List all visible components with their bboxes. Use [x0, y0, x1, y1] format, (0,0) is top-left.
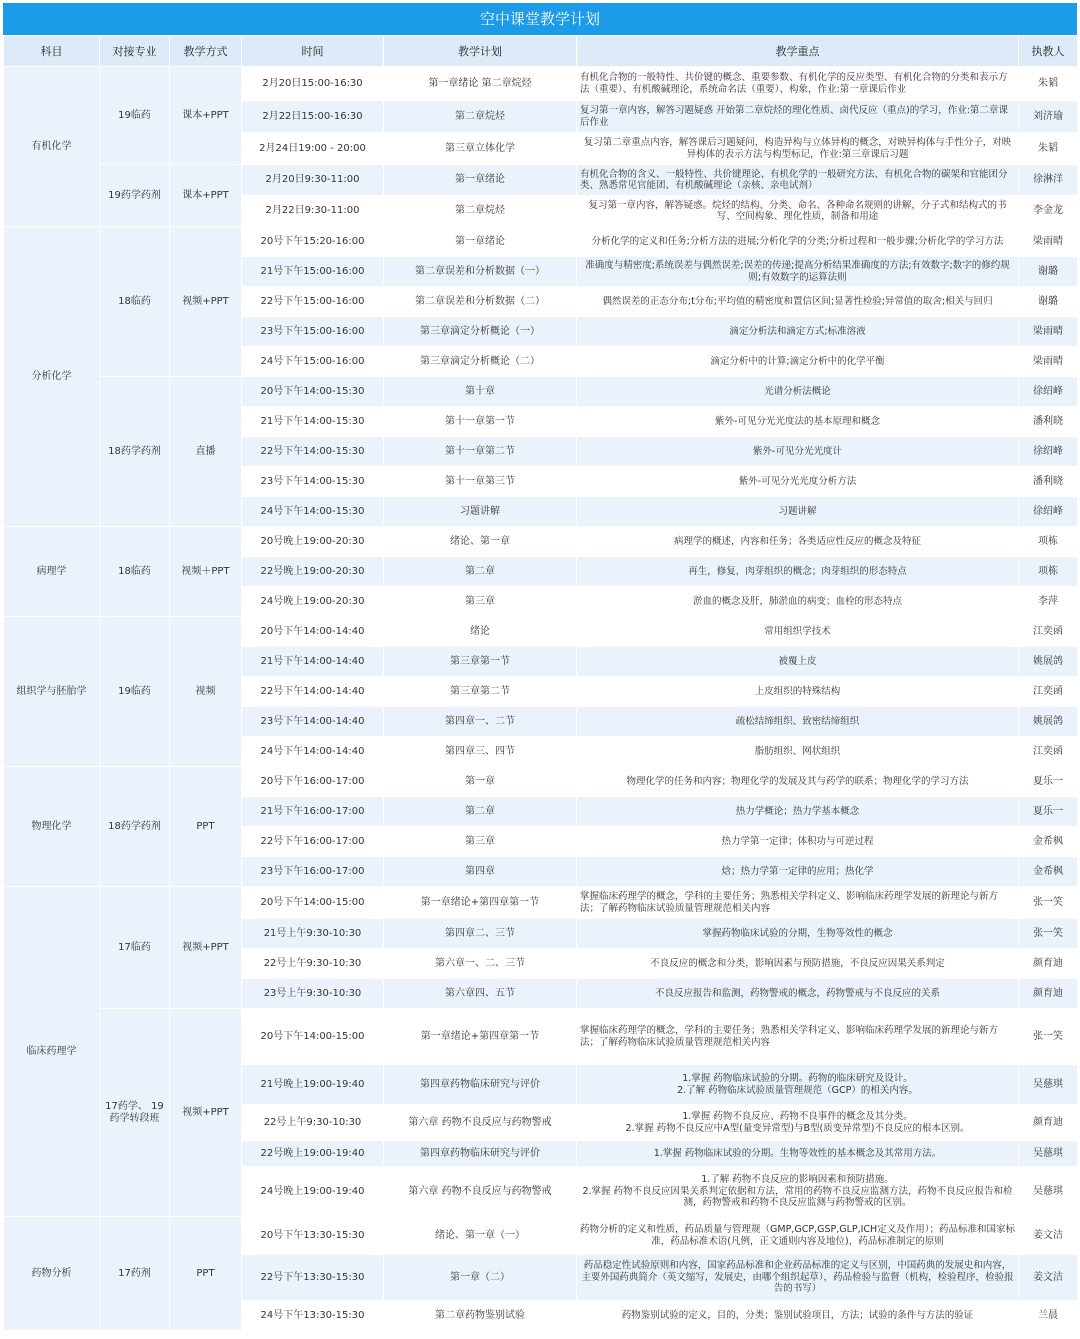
plan-cell: 第一章绪论 第二章烷烃: [384, 67, 577, 101]
focus-cell: 掌握药物临床试验的分期，生物等效性的概念: [577, 919, 1019, 949]
time-cell: 2月22日9:30-11:00: [242, 196, 384, 227]
table-row: [4, 527, 1078, 557]
focus-cell: 不良反应报告和监测，药物警戒的概念，药物警戒与不良反应的关系: [577, 979, 1019, 1009]
plan-cell: 第二章: [384, 557, 577, 587]
focus-cell: 紫外-可见分光光度分析方法: [577, 467, 1019, 497]
time-cell: 22号晚上19:00-20:30: [242, 557, 384, 587]
plan-cell: 第四章药物临床研究与评价: [384, 1065, 577, 1105]
focus-cell: 1.掌握 药物不良反应、药物不良事件的概念及其分类。 2.掌握 药物不良反应中A型(量变异常型)与B型(质变异常型)不良反应的根本区别。: [577, 1105, 1019, 1141]
teacher-cell: 姜文洁: [1019, 1217, 1078, 1255]
method-cell: 课本+PPT: [170, 165, 242, 227]
plan-cell: 第三章: [384, 587, 577, 617]
time-cell: 21号下午15:00-16:00: [242, 257, 384, 287]
table-row: [4, 1009, 1078, 1065]
teacher-cell: 金希枫: [1019, 857, 1078, 887]
focus-cell: 不良反应的概念和分类，影响因素与预防措施，不良反应因果关系判定: [577, 949, 1019, 979]
teacher-cell: 颜育迪: [1019, 1105, 1078, 1141]
time-cell: 20号晚上19:00-20:30: [242, 527, 384, 557]
time-cell: 22号上午9:30-10:30: [242, 1105, 384, 1141]
focus-cell: 常用组织学技术: [577, 617, 1019, 647]
table-row: [4, 165, 1078, 196]
time-cell: 24号晚上19:00-20:30: [242, 587, 384, 617]
teaching-plan-container: [3, 3, 1077, 1331]
teacher-cell: 梁雨晴: [1019, 227, 1078, 257]
plan-cell: 第一章绪论+第四章第一节: [384, 1009, 577, 1065]
teacher-cell: 江奕函: [1019, 617, 1078, 647]
teacher-cell: 项栋: [1019, 527, 1078, 557]
focus-cell: 再生，修复，肉芽组织的概念；肉芽组织的形态特点: [577, 557, 1019, 587]
time-cell: 23号下午16:00-17:00: [242, 857, 384, 887]
focus-cell: 1.掌握 药物临床试验的分期。药物的临床研究及设计。 2.了解 药物临床试验质量管理规范（GCP）的相关内容。: [577, 1065, 1019, 1105]
teacher-cell: 江奕函: [1019, 737, 1078, 767]
method-cell: PPT: [170, 767, 242, 887]
teacher-cell: 吴慈琪: [1019, 1141, 1078, 1167]
plan-cell: 第二章: [384, 797, 577, 827]
focus-cell: 分析化学的定义和任务;分析方法的进展;分析化学的分类;分析过程和一般步骤;分析化学的学习方法: [577, 227, 1019, 257]
focus-cell: 准确度与精密度;系统误差与偶然误差;误差的传递;提高分析结果准确度的方法;有效数字;数字的修约规则;有效数字的运算法则: [577, 257, 1019, 287]
header-cell: 教学方式: [170, 36, 242, 67]
method-cell: PPT: [170, 1217, 242, 1331]
teacher-cell: 梁雨晴: [1019, 317, 1078, 347]
time-cell: 20号下午13:30-15:30: [242, 1217, 384, 1255]
teacher-cell: 谢璐: [1019, 257, 1078, 287]
major-cell: 17临药: [100, 887, 170, 1009]
plan-cell: 第四章二、三节: [384, 919, 577, 949]
header-cell: 时间: [242, 36, 384, 67]
method-cell: 视频＋PPT: [170, 527, 242, 617]
table-row: [4, 617, 1078, 647]
teacher-cell: 江奕函: [1019, 677, 1078, 707]
plan-cell: 第四章三、四节: [384, 737, 577, 767]
time-cell: 24号下午13:30-15:30: [242, 1301, 384, 1331]
plan-cell: 第四章药物临床研究与评价: [384, 1141, 577, 1167]
focus-cell: 光谱分析法概论: [577, 377, 1019, 407]
time-cell: 24号下午15:00-16:00: [242, 347, 384, 377]
method-cell: 视频: [170, 617, 242, 767]
teacher-cell: 夏乐一: [1019, 797, 1078, 827]
method-cell: 直播: [170, 377, 242, 527]
time-cell: 24号晚上19:00-19:40: [242, 1167, 384, 1217]
focus-cell: 紫外-可见分光光度计: [577, 437, 1019, 467]
method-cell: 视频+PPT: [170, 227, 242, 377]
time-cell: 22号晚上19:00-19:40: [242, 1141, 384, 1167]
time-cell: 2月20日9:30-11:00: [242, 165, 384, 196]
teacher-cell: 金希枫: [1019, 827, 1078, 857]
plan-cell: 第三章滴定分析概论（一）: [384, 317, 577, 347]
focus-cell: 热力学概论；热力学基本概念: [577, 797, 1019, 827]
time-cell: 23号下午14:00-14:40: [242, 707, 384, 737]
teacher-cell: 徐绍峰: [1019, 497, 1078, 527]
plan-cell: 第二章烷烃: [384, 196, 577, 227]
teacher-cell: 潘利晓: [1019, 467, 1078, 497]
plan-cell: 第十一章第一节: [384, 407, 577, 437]
plan-cell: 第四章一、二节: [384, 707, 577, 737]
time-cell: 20号下午14:00-15:00: [242, 887, 384, 919]
focus-cell: 被覆上皮: [577, 647, 1019, 677]
time-cell: 21号下午16:00-17:00: [242, 797, 384, 827]
focus-cell: 复习第一章内容，解答习题疑惑 开始第二章烷烃的理化性质、卤代反应（重点)的学习，作业:第二章课后作业: [577, 101, 1019, 133]
plan-cell: 第一章绪论+第四章第一节: [384, 887, 577, 919]
teacher-cell: 谢璐: [1019, 287, 1078, 317]
plan-cell: 第二章药物鉴别试验: [384, 1301, 577, 1331]
focus-cell: 有机化合物的含义、一般特性、共价键理论、有机化学的一般研究方法、有机化合物的碳架和官能团分类、熟悉常见官能团、有机酸碱理论（亲核、亲电试剂）: [577, 165, 1019, 196]
time-cell: 20号下午14:00-14:40: [242, 617, 384, 647]
header-cell: 科目: [4, 36, 100, 67]
teacher-cell: 夏乐一: [1019, 767, 1078, 797]
focus-cell: 上皮组织的特殊结构: [577, 677, 1019, 707]
time-cell: 21号上午9:30-10:30: [242, 919, 384, 949]
subject-cell: 有机化学: [4, 67, 100, 227]
plan-cell: 第三章第二节: [384, 677, 577, 707]
method-cell: 视频+PPT: [170, 1009, 242, 1217]
time-cell: 23号上午9:30-10:30: [242, 979, 384, 1009]
method-cell: 视频+PPT: [170, 887, 242, 1009]
focus-cell: 掌握临床药理学的概念，学科的主要任务；熟悉相关学科定义、影响临床药理学发展的新理论与新方法；了解药物临床试验质量管理规范相关内容: [577, 887, 1019, 919]
plan-cell: 第十一章第三节: [384, 467, 577, 497]
major-cell: 19临药: [100, 617, 170, 767]
time-cell: 20号下午15:20-16:00: [242, 227, 384, 257]
major-cell: 18药学药剂: [100, 377, 170, 527]
teacher-cell: 李金龙: [1019, 196, 1078, 227]
teacher-cell: 吴慈琪: [1019, 1167, 1078, 1217]
focus-cell: 药物分析的定义和性质，药品质量与管理规（GMP,GCP,GSP,GLP,ICH定义及作用）；药品标准和国家标准，药品标准术语(凡例，正文通则内容及地位)，药品标准制定的原则: [577, 1217, 1019, 1255]
teacher-cell: 徐绍峰: [1019, 437, 1078, 467]
plan-cell: 第二章烷烃: [384, 101, 577, 133]
header-cell: 教学重点: [577, 36, 1019, 67]
teacher-cell: 颜育迪: [1019, 979, 1078, 1009]
header-cell: 教学计划: [384, 36, 577, 67]
plan-cell: 第十章: [384, 377, 577, 407]
plan-cell: 习题讲解: [384, 497, 577, 527]
subject-cell: 组织学与胚胎学: [4, 617, 100, 767]
plan-cell: 第二章误差和分析数据（一）: [384, 257, 577, 287]
time-cell: 21号下午14:00-14:40: [242, 647, 384, 677]
major-cell: 17药学、 19药学转段班: [100, 1009, 170, 1217]
focus-cell: 淤血的概念及肝，肺淤血的病变；血栓的形态特点: [577, 587, 1019, 617]
time-cell: 20号下午14:00-15:00: [242, 1009, 384, 1065]
method-cell: 课本+PPT: [170, 67, 242, 165]
time-cell: 20号下午16:00-17:00: [242, 767, 384, 797]
teacher-cell: 梁雨晴: [1019, 347, 1078, 377]
time-cell: 22号上午9:30-10:30: [242, 949, 384, 979]
time-cell: 2月24日19:00 - 20:00: [242, 133, 384, 165]
plan-cell: 第六章四、五节: [384, 979, 577, 1009]
teacher-cell: 张一笑: [1019, 919, 1078, 949]
subject-cell: 分析化学: [4, 227, 100, 527]
time-cell: 22号下午16:00-17:00: [242, 827, 384, 857]
plan-cell: 第三章: [384, 827, 577, 857]
table-row: [4, 767, 1078, 797]
time-cell: 21号下午14:00-15:30: [242, 407, 384, 437]
time-cell: 24号下午14:00-14:40: [242, 737, 384, 767]
teacher-cell: 张一笑: [1019, 887, 1078, 919]
teacher-cell: 李萍: [1019, 587, 1078, 617]
plan-cell: 第三章第一节: [384, 647, 577, 677]
plan-cell: 第六章一、二、三节: [384, 949, 577, 979]
time-cell: 22号下午15:00-16:00: [242, 287, 384, 317]
time-cell: 21号晚上19:00-19:40: [242, 1065, 384, 1105]
schedule-table: [3, 35, 1078, 1331]
focus-cell: 疏松结缔组织、致密结缔组织: [577, 707, 1019, 737]
focus-cell: 焓；热力学第一定律的应用；热化学: [577, 857, 1019, 887]
teacher-cell: 姜文洁: [1019, 1255, 1078, 1301]
time-cell: 22号下午14:00-14:40: [242, 677, 384, 707]
major-cell: 19药学药剂: [100, 165, 170, 227]
subject-cell: 临床药理学: [4, 887, 100, 1217]
table-row: [4, 377, 1078, 407]
focus-cell: 复习第二章重点内容，解答课后习题疑问，构造异构与立体异构的概念，对映异构体与手性分子，对映异构体的表示方法与构型标记，作业:第三章课后习题: [577, 133, 1019, 165]
plan-cell: 第二章误差和分析数据（二）: [384, 287, 577, 317]
focus-cell: 滴定分析中的计算;滴定分析中的化学平衡: [577, 347, 1019, 377]
teacher-cell: 朱韬: [1019, 133, 1078, 165]
focus-cell: 偶然误差的正态分布;t分布;平均值的精密度和置信区间;显著性检验;异常值的取舍;相关与回归: [577, 287, 1019, 317]
subject-cell: 物理化学: [4, 767, 100, 887]
focus-cell: 病理学的概述，内容和任务；各类适应性反应的概念及特征: [577, 527, 1019, 557]
subject-cell: 病理学: [4, 527, 100, 617]
plan-cell: 第四章: [384, 857, 577, 887]
subject-cell: 药物分析: [4, 1217, 100, 1331]
header-cell: 执教人: [1019, 36, 1078, 67]
plan-cell: 第十一章第二节: [384, 437, 577, 467]
focus-cell: 药品稳定性试验原则和内容，国家药品标准和企业药品标准的定义与区别，中国药典的发展史和内容，主要外国药典简介（英文缩写，发展史，由哪个组织起草），药品检验与监督（机构，检验程序，检验报告的书写）: [577, 1255, 1019, 1301]
plan-cell: 第一章绪论: [384, 165, 577, 196]
plan-cell: 第六章 药物不良反应与药物警戒: [384, 1105, 577, 1141]
teacher-cell: 张一笑: [1019, 1009, 1078, 1065]
time-cell: 23号下午15:00-16:00: [242, 317, 384, 347]
plan-cell: 第一章: [384, 767, 577, 797]
teacher-cell: 徐淋洋: [1019, 165, 1078, 196]
time-cell: 20号下午14:00-15:30: [242, 377, 384, 407]
focus-cell: 滴定分析法和滴定方式;标准溶液: [577, 317, 1019, 347]
time-cell: 2月20日15:00-16:30: [242, 67, 384, 101]
time-cell: 24号下午14:00-15:30: [242, 497, 384, 527]
focus-cell: 1.掌握 药物临床试验的分期。生物等效性的基本概念及其常用方法。: [577, 1141, 1019, 1167]
major-cell: 19临药: [100, 67, 170, 165]
plan-cell: 第三章滴定分析概论（二）: [384, 347, 577, 377]
plan-cell: 绪论: [384, 617, 577, 647]
plan-cell: 绪论、第一章: [384, 527, 577, 557]
teacher-cell: 姚展鸽: [1019, 707, 1078, 737]
major-cell: 17药剂: [100, 1217, 170, 1331]
focus-cell: 1.了解 药物不良反应的影响因素和预防措施。 2.掌握 药物不良反应因果关系判定依据和方法，常用的药物不良反应监测方法，药物不良反应报告和检测，药物警戒和药物不良反应监测与药物警戒的区别。: [577, 1167, 1019, 1217]
plan-cell: 第三章立体化学: [384, 133, 577, 165]
focus-cell: 紫外-可见分光光度法的基本原理和概念: [577, 407, 1019, 437]
plan-cell: 绪论、第一章（一）: [384, 1217, 577, 1255]
focus-cell: 热力学第一定律；体积功与可逆过程: [577, 827, 1019, 857]
plan-cell: 第六章 药物不良反应与药物警戒: [384, 1167, 577, 1217]
teacher-cell: 吴慈琪: [1019, 1065, 1078, 1105]
teacher-cell: 徐绍峰: [1019, 377, 1078, 407]
major-cell: 18临药: [100, 527, 170, 617]
teacher-cell: 姚展鸽: [1019, 647, 1078, 677]
teacher-cell: 朱韬: [1019, 67, 1078, 101]
time-cell: 22号下午14:00-15:30: [242, 437, 384, 467]
focus-cell: 有机化合物的一般特性、共价键的概念、重要参数、有机化学的反应类型、有机化合物的分类和表示方法（重要）、有机酸碱理论，系统命名法（重要）、构象，作业:第一章课后作业: [577, 67, 1019, 101]
header-row: [4, 36, 1078, 67]
focus-cell: 药物鉴别试验的定义，目的，分类；鉴别试验项目，方法；试验的条件与方法的验证: [577, 1301, 1019, 1331]
focus-cell: 脂肪组织、网状组织: [577, 737, 1019, 767]
focus-cell: 复习第一章内容，解答疑惑。烷烃的结构、分类、命名、各种命名规则的讲解，分子式和结构式的书写、空间构象、理化性质，制备和用途: [577, 196, 1019, 227]
page-title: 空中课堂教学计划: [3, 3, 1077, 35]
major-cell: 18药学药剂: [100, 767, 170, 887]
header-cell: 对接专业: [100, 36, 170, 67]
focus-cell: 掌握临床药理学的概念，学科的主要任务；熟悉相关学科定义、影响临床药理学发展的新理论与新方法；了解药物临床试验质量管理规范相关内容: [577, 1009, 1019, 1065]
teacher-cell: 潘利晓: [1019, 407, 1078, 437]
plan-cell: 第一章绪论: [384, 227, 577, 257]
table-row: [4, 1217, 1078, 1255]
table-row: [4, 887, 1078, 919]
major-cell: 18临药: [100, 227, 170, 377]
table-row: [4, 227, 1078, 257]
time-cell: 22号下午13:30-15:30: [242, 1255, 384, 1301]
plan-cell: 第一章（二）: [384, 1255, 577, 1301]
time-cell: 23号下午14:00-15:30: [242, 467, 384, 497]
teacher-cell: 兰晨: [1019, 1301, 1078, 1331]
table-row: [4, 67, 1078, 101]
teacher-cell: 刘济瑜: [1019, 101, 1078, 133]
time-cell: 2月22日15:00-16:30: [242, 101, 384, 133]
teacher-cell: 项栋: [1019, 557, 1078, 587]
focus-cell: 物理化学的任务和内容；物理化学的发展及其与药学的联系；物理化学的学习方法: [577, 767, 1019, 797]
focus-cell: 习题讲解: [577, 497, 1019, 527]
teacher-cell: 颜育迪: [1019, 949, 1078, 979]
